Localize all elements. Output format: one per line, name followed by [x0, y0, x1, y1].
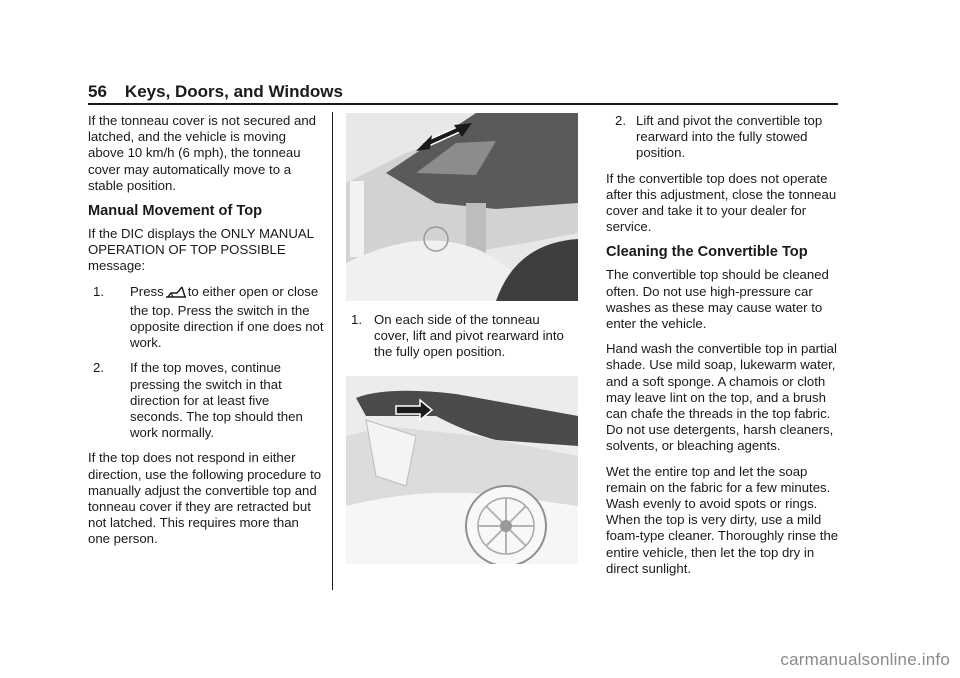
step-text-after: to either open or close the top. Press the switch in the opposite direction if one does not work.	[130, 283, 324, 351]
cleaning-paragraph-3: Wet the entire top and let the soap remain on the fabric for a few minutes. Wash evenly to avoid spots or rings. When the top is very dirty, use a mild foam-type cleaner. Thoroughly rinse the entire vehicle, then let the top dry in direct sunlight.	[606, 463, 839, 576]
dic-message-paragraph: If the DIC displays the ONLY MANUAL OPERATION OF TOP POSSIBLE message:	[88, 226, 314, 274]
page-number: 56	[88, 82, 107, 101]
step-number: 2.	[93, 360, 104, 376]
column-right	[606, 113, 840, 586]
manual-movement-heading: Manual Movement of Top	[88, 203, 263, 220]
step-text-before: Press	[130, 283, 164, 299]
dealer-service-paragraph: If the convertible top does not operate after this adjustment, close the tonneau cover and take it to your dealer for service.	[606, 170, 837, 235]
convertible-top-illustration	[346, 376, 578, 564]
step-text: If the top moves, continue pressing the switch in that direction for at least five seconds. The top should then work normally.	[130, 360, 303, 441]
convertible-top-switch-icon	[165, 285, 187, 303]
column-left	[88, 113, 324, 557]
step-number: 1.	[93, 283, 104, 299]
manual-step-1	[88, 284, 324, 352]
header-rule	[88, 103, 838, 105]
cleaning-heading: Cleaning the Convertible Top	[606, 244, 808, 261]
step-number: 1.	[351, 312, 362, 327]
cleaning-paragraph-2: Hand wash the convertible top in partial shade. Use mild soap, lukewarm water, and a soft sponge. A chamois or cloth may leave lint on the top, and a brush can chafe the threads in the top fabric. Do not use detergents, harsh cleaners, solvents, or bleaching agents.	[606, 341, 837, 454]
column-middle	[346, 312, 578, 370]
step-number: 2.	[615, 113, 626, 128]
step-text: On each side of the tonneau cover, lift and pivot rearward into the fully open position.	[374, 312, 564, 360]
page-header	[88, 82, 343, 102]
intro-paragraph: If the tonneau cover is not secured and latched, and the vehicle is moving above 10 km/h (6 mph), the tonneau cover may automatically move to a stable position.	[88, 113, 316, 193]
tonneau-cover-illustration	[346, 113, 578, 301]
manual-step-2	[88, 360, 324, 441]
tonneau-step-1	[346, 312, 578, 361]
procedure-paragraph: If the top does not respond in either direction, use the following procedure to manually adjust the convertible top and tonneau cover if they are retracted but not latched. This requires more than one person.	[88, 450, 322, 547]
cleaning-paragraph-1: The convertible top should be cleaned often. Do not use high-pressure car washes as these may cause water to enter the vehicle.	[606, 267, 829, 332]
watermark: carmanualsonline.info	[780, 650, 950, 669]
column-divider	[332, 112, 333, 590]
section-title: Keys, Doors, and Windows	[124, 82, 343, 101]
step-text: Lift and pivot the convertible top rearward into the fully stowed position.	[636, 113, 823, 161]
stow-step-2	[606, 113, 840, 162]
